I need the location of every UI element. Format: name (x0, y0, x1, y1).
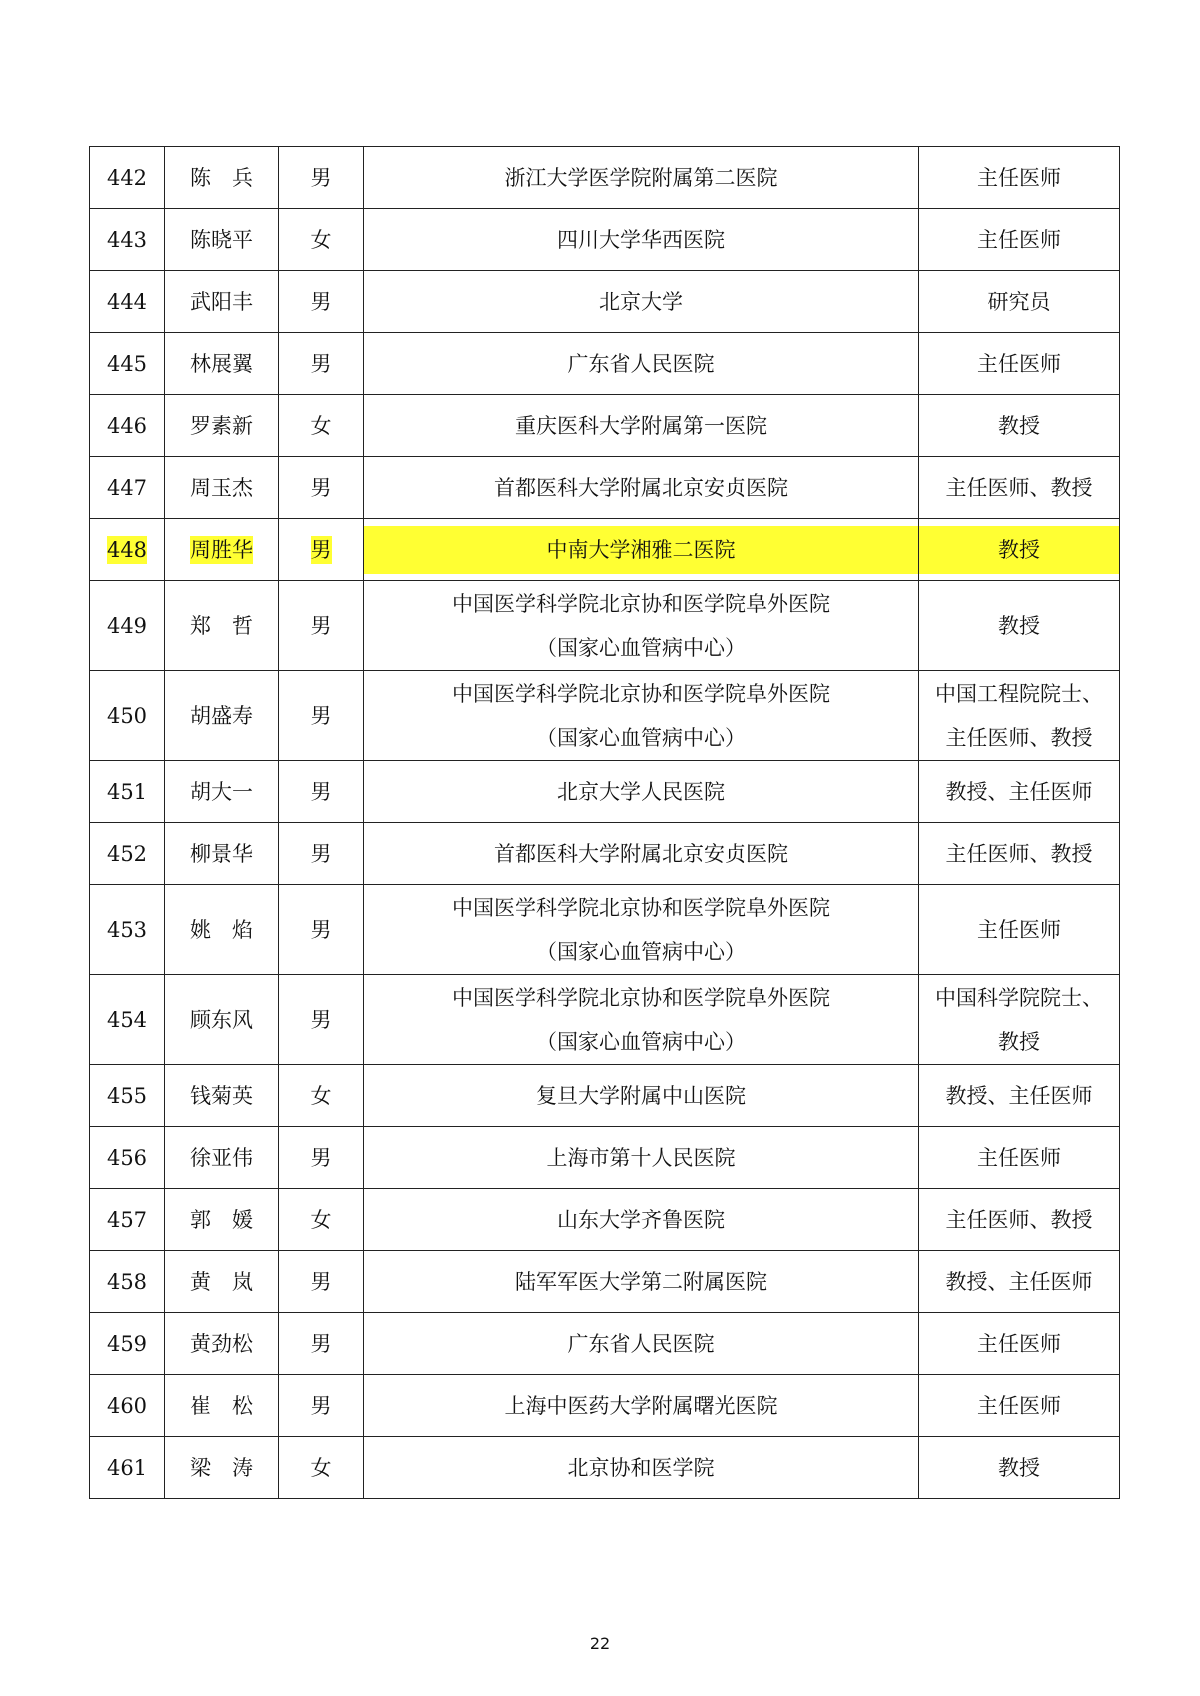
cell-number-text: 455 (106, 1083, 148, 1108)
cell-number (90, 333, 165, 395)
cell-sex-text: 女 (310, 1083, 332, 1108)
cell-name (165, 1375, 279, 1437)
table-row (90, 885, 1120, 975)
table-row (90, 581, 1120, 671)
cell-name (165, 395, 279, 457)
cell-number (90, 1251, 165, 1313)
cell-title (919, 1189, 1120, 1251)
cell-institution-line: （国家心血管病中心） (536, 1029, 746, 1054)
cell-number (90, 519, 165, 581)
cell-sex-text: 男 (310, 1007, 332, 1032)
cell-title-line: 主任医师、教授 (945, 475, 1093, 500)
cell-number-text: 444 (106, 289, 148, 314)
cell-title (919, 761, 1120, 823)
cell-institution (364, 1127, 919, 1189)
cell-number (90, 1375, 165, 1437)
cell-name (165, 271, 279, 333)
cell-sex (279, 1065, 364, 1127)
cell-number (90, 823, 165, 885)
cell-sex (279, 761, 364, 823)
cell-name (165, 147, 279, 209)
cell-number (90, 1189, 165, 1251)
cell-sex (279, 1251, 364, 1313)
cell-name-text: 陈 兵 (190, 165, 253, 190)
cell-number-text: 442 (106, 165, 148, 190)
cell-title-line: 主任医师、教授 (945, 841, 1093, 866)
table-row (90, 271, 1120, 333)
cell-institution-line: 四川大学华西医院 (557, 227, 725, 252)
cell-number-text: 458 (106, 1269, 148, 1294)
cell-name-text: 姚 焰 (190, 917, 253, 942)
cell-title-line: 研究员 (987, 289, 1051, 314)
cell-number-text: 453 (106, 917, 148, 942)
cell-title-line: 主任医师 (977, 227, 1061, 252)
cell-institution-line: （国家心血管病中心） (536, 635, 746, 660)
cell-institution (364, 1437, 919, 1499)
cell-institution (364, 1065, 919, 1127)
cell-number-text: 451 (106, 779, 148, 804)
cell-institution-line: 陆军军医大学第二附属医院 (515, 1269, 767, 1294)
cell-name-text: 崔 松 (190, 1393, 253, 1418)
cell-sex-text: 男 (310, 351, 332, 376)
cell-number-text: 445 (106, 351, 148, 376)
cell-number (90, 209, 165, 271)
cell-name-text: 周玉杰 (190, 475, 253, 500)
cell-institution (364, 271, 919, 333)
cell-institution-line: 山东大学齐鲁医院 (557, 1207, 725, 1232)
cell-number (90, 271, 165, 333)
cell-name-text: 胡盛寿 (190, 703, 253, 728)
table-row (90, 333, 1120, 395)
table-row (90, 1437, 1120, 1499)
cell-institution (364, 209, 919, 271)
cell-institution (364, 885, 919, 975)
cell-name-text: 林展翼 (190, 351, 253, 376)
cell-institution-line: 广东省人民医院 (567, 351, 715, 376)
cell-title (919, 1375, 1120, 1437)
cell-sex (279, 519, 364, 581)
cell-number-text: 460 (106, 1393, 148, 1418)
table-row (90, 761, 1120, 823)
cell-title-line: 教授、主任医师 (945, 1269, 1093, 1294)
cell-title-line: 主任医师 (977, 165, 1061, 190)
cell-institution (364, 519, 919, 581)
cell-title-line: 主任医师、教授 (945, 1207, 1093, 1232)
roster-table-body (90, 147, 1120, 1499)
cell-name (165, 885, 279, 975)
cell-sex (279, 581, 364, 671)
cell-title-line: 主任医师 (977, 1145, 1061, 1170)
cell-institution-line: 北京大学 (599, 289, 683, 314)
cell-title-line: 教授 (998, 1455, 1040, 1480)
cell-name-text: 周胜华 (190, 537, 253, 562)
cell-sex (279, 271, 364, 333)
cell-institution (364, 1189, 919, 1251)
roster-table (89, 146, 1120, 1499)
cell-title-line: 主任医师、教授 (945, 725, 1093, 750)
cell-number (90, 1065, 165, 1127)
cell-number-text: 446 (106, 413, 148, 438)
cell-title-line: 教授、主任医师 (945, 779, 1093, 804)
cell-title-line: 主任医师 (977, 351, 1061, 376)
cell-title-line: 中国科学院院士、 (935, 985, 1103, 1010)
cell-title (919, 271, 1120, 333)
cell-name-text: 黄 岚 (190, 1269, 253, 1294)
cell-name-text: 郑 哲 (190, 613, 253, 638)
cell-title (919, 457, 1120, 519)
cell-number-text: 449 (106, 613, 148, 638)
cell-number (90, 395, 165, 457)
table-row (90, 1375, 1120, 1437)
cell-institution-line: 上海市第十人民医院 (546, 1145, 736, 1170)
cell-institution-line: 上海中医药大学附属曙光医院 (504, 1393, 778, 1418)
cell-number-text: 457 (106, 1207, 148, 1232)
cell-sex-text: 女 (310, 413, 332, 438)
cell-name-text: 柳景华 (190, 841, 253, 866)
cell-number-text: 459 (106, 1331, 148, 1356)
cell-name (165, 1065, 279, 1127)
cell-sex (279, 333, 364, 395)
cell-sex-text: 女 (310, 1455, 332, 1480)
cell-sex-text: 女 (310, 1207, 332, 1232)
cell-number-text: 456 (106, 1145, 148, 1170)
cell-sex (279, 1127, 364, 1189)
cell-institution (364, 581, 919, 671)
cell-number-text: 454 (106, 1007, 148, 1032)
cell-number (90, 147, 165, 209)
cell-title (919, 519, 1120, 581)
cell-number-text: 443 (106, 227, 148, 252)
cell-institution-line: 中南大学湘雅二医院 (364, 526, 918, 574)
table-row (90, 1065, 1120, 1127)
cell-sex-text: 男 (310, 289, 332, 314)
cell-number-text: 461 (106, 1455, 148, 1480)
cell-sex (279, 209, 364, 271)
cell-sex-text: 男 (310, 1269, 332, 1294)
cell-sex (279, 1313, 364, 1375)
cell-institution (364, 147, 919, 209)
cell-institution-line: 北京大学人民医院 (557, 779, 725, 804)
cell-title (919, 975, 1120, 1065)
cell-title (919, 671, 1120, 761)
cell-institution (364, 457, 919, 519)
cell-institution (364, 1375, 919, 1437)
cell-sex (279, 1437, 364, 1499)
cell-name (165, 823, 279, 885)
cell-title-line: 教授 (998, 1029, 1040, 1054)
cell-institution-line: 浙江大学医学院附属第二医院 (504, 165, 778, 190)
cell-name-text: 郭 媛 (190, 1207, 253, 1232)
cell-number (90, 581, 165, 671)
table-row (90, 671, 1120, 761)
table-row (90, 1127, 1120, 1189)
cell-sex (279, 975, 364, 1065)
cell-name (165, 1127, 279, 1189)
cell-sex (279, 1189, 364, 1251)
cell-sex-text: 男 (310, 613, 332, 638)
cell-name (165, 761, 279, 823)
cell-institution-line: 广东省人民医院 (567, 1331, 715, 1356)
cell-number (90, 671, 165, 761)
cell-title (919, 885, 1120, 975)
cell-name-text: 黄劲松 (190, 1331, 253, 1356)
cell-title (919, 333, 1120, 395)
cell-sex-text: 男 (310, 165, 332, 190)
cell-institution-line: 北京协和医学院 (567, 1455, 715, 1480)
cell-number (90, 761, 165, 823)
cell-title (919, 1251, 1120, 1313)
cell-sex-text: 男 (310, 1331, 332, 1356)
cell-name-text: 武阳丰 (190, 289, 253, 314)
cell-sex-text: 男 (310, 537, 332, 562)
table-row (90, 147, 1120, 209)
cell-name-text: 胡大一 (190, 779, 253, 804)
cell-sex-text: 男 (310, 779, 332, 804)
cell-title-line: 主任医师 (977, 1331, 1061, 1356)
cell-number-text: 450 (106, 703, 148, 728)
table-row (90, 395, 1120, 457)
cell-name (165, 671, 279, 761)
cell-sex-text: 男 (310, 1393, 332, 1418)
cell-name (165, 519, 279, 581)
cell-sex (279, 395, 364, 457)
cell-sex (279, 1375, 364, 1437)
cell-title-line: 教授 (998, 413, 1040, 438)
cell-institution (364, 1313, 919, 1375)
cell-title-line: 主任医师 (977, 1393, 1061, 1418)
cell-sex-text: 男 (310, 1145, 332, 1170)
cell-institution (364, 671, 919, 761)
cell-name (165, 1437, 279, 1499)
table-row (90, 1189, 1120, 1251)
cell-title-line: 教授 (998, 613, 1040, 638)
cell-title-line: 主任医师 (977, 917, 1061, 942)
cell-institution-line: 中国医学科学院北京协和医学院阜外医院 (452, 681, 830, 706)
cell-institution-line: 中国医学科学院北京协和医学院阜外医院 (452, 985, 830, 1010)
cell-title-line: 中国工程院院士、 (935, 681, 1103, 706)
cell-sex (279, 147, 364, 209)
cell-institution-line: 中国医学科学院北京协和医学院阜外医院 (452, 895, 830, 920)
cell-institution (364, 395, 919, 457)
cell-name (165, 333, 279, 395)
cell-title (919, 147, 1120, 209)
cell-title (919, 1127, 1120, 1189)
cell-name-text: 陈晓平 (190, 227, 253, 252)
cell-institution (364, 333, 919, 395)
cell-institution-line: 首都医科大学附属北京安贞医院 (494, 841, 788, 866)
cell-name (165, 975, 279, 1065)
cell-institution-line: 复旦大学附属中山医院 (536, 1083, 746, 1108)
cell-institution (364, 761, 919, 823)
cell-number (90, 1313, 165, 1375)
cell-number-text: 447 (106, 475, 148, 500)
table-row (90, 457, 1120, 519)
cell-sex-text: 男 (310, 841, 332, 866)
cell-name (165, 1189, 279, 1251)
page-number: 22 (589, 1634, 611, 1653)
cell-title (919, 209, 1120, 271)
cell-title-line: 教授 (919, 526, 1119, 574)
cell-name-text: 顾东风 (190, 1007, 253, 1032)
cell-sex (279, 457, 364, 519)
cell-institution-line: （国家心血管病中心） (536, 725, 746, 750)
cell-sex-text: 男 (310, 917, 332, 942)
cell-title (919, 581, 1120, 671)
cell-number-text: 448 (106, 537, 148, 562)
cell-number-text: 452 (106, 841, 148, 866)
table-row (90, 519, 1120, 581)
cell-sex (279, 671, 364, 761)
cell-institution-line: 中国医学科学院北京协和医学院阜外医院 (452, 591, 830, 616)
table-row (90, 1313, 1120, 1375)
cell-institution-line: 首都医科大学附属北京安贞医院 (494, 475, 788, 500)
cell-title (919, 1065, 1120, 1127)
cell-title-line: 教授、主任医师 (945, 1083, 1093, 1108)
table-row (90, 1251, 1120, 1313)
cell-institution (364, 975, 919, 1065)
cell-sex-text: 女 (310, 227, 332, 252)
cell-name-text: 罗素新 (190, 413, 253, 438)
cell-institution (364, 823, 919, 885)
table-row (90, 209, 1120, 271)
cell-number (90, 1127, 165, 1189)
cell-number (90, 1437, 165, 1499)
cell-institution-line: （国家心血管病中心） (536, 939, 746, 964)
cell-name (165, 581, 279, 671)
cell-number (90, 885, 165, 975)
cell-name (165, 1251, 279, 1313)
cell-title (919, 1437, 1120, 1499)
document-page (89, 146, 1119, 1499)
cell-title (919, 1313, 1120, 1375)
cell-name-text: 梁 涛 (190, 1455, 253, 1480)
cell-title (919, 823, 1120, 885)
cell-name-text: 钱菊英 (190, 1083, 253, 1108)
cell-name (165, 457, 279, 519)
cell-name-text: 徐亚伟 (190, 1145, 253, 1170)
cell-name (165, 209, 279, 271)
cell-title (919, 395, 1120, 457)
cell-institution (364, 1251, 919, 1313)
cell-sex (279, 885, 364, 975)
table-row (90, 823, 1120, 885)
cell-number (90, 975, 165, 1065)
cell-number (90, 457, 165, 519)
table-row (90, 975, 1120, 1065)
cell-name (165, 1313, 279, 1375)
cell-sex-text: 男 (310, 475, 332, 500)
cell-sex (279, 823, 364, 885)
cell-sex-text: 男 (310, 703, 332, 728)
cell-institution-line: 重庆医科大学附属第一医院 (515, 413, 767, 438)
